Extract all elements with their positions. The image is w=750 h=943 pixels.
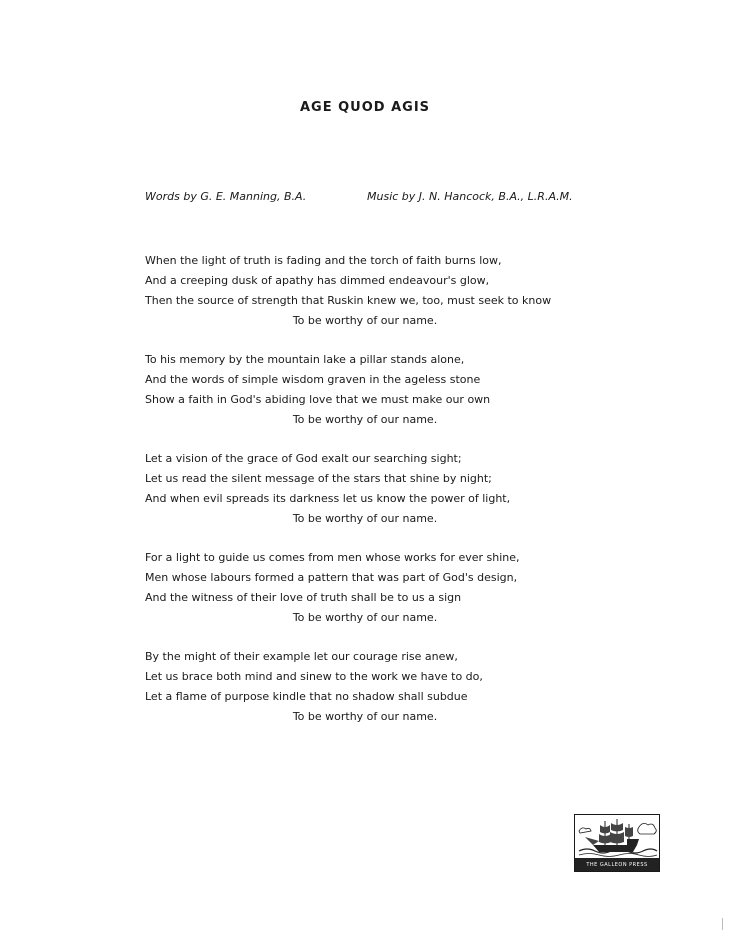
refrain-line: To be worthy of our name. bbox=[292, 611, 438, 624]
printer-mark-text: THE GALLEON PRESS bbox=[586, 862, 648, 868]
stanza bbox=[145, 647, 585, 727]
verse-line: Then the source of strength that Ruskin knew we, too, must seek to know bbox=[145, 294, 552, 307]
stanza bbox=[145, 548, 585, 628]
refrain-line: To be worthy of our name. bbox=[292, 512, 438, 525]
verse-line: And when evil spreads its darkness let us know the power of light, bbox=[145, 492, 511, 505]
stanza bbox=[145, 251, 585, 331]
printer-mark bbox=[574, 814, 660, 872]
poem bbox=[145, 251, 585, 746]
refrain-line: To be worthy of our name. bbox=[292, 710, 438, 723]
song-title: AGE QUOD AGIS bbox=[299, 100, 431, 115]
verse-line: Let us brace both mind and sinew to the work we have to do, bbox=[145, 670, 483, 683]
lyricist-credit: Words by G. E. Manning, B.A. bbox=[145, 190, 307, 203]
verse-line: Men whose labours formed a pattern that was part of God's design, bbox=[145, 571, 518, 584]
verse-line: And the words of simple wisdom graven in the ageless stone bbox=[145, 373, 481, 386]
verse-line: By the might of their example let our courage rise anew, bbox=[145, 650, 458, 663]
verse-line: Show a faith in God's abiding love that we must make our own bbox=[145, 393, 491, 406]
galleon-ship-icon bbox=[575, 815, 659, 871]
refrain-line: To be worthy of our name. bbox=[292, 314, 438, 327]
verse-line: Let us read the silent message of the stars that shine by night; bbox=[145, 472, 492, 485]
verse-line: Let a vision of the grace of God exalt our searching sight; bbox=[145, 452, 462, 465]
composer-credit: Music by J. N. Hancock, B.A., L.R.A.M. bbox=[367, 190, 573, 203]
verse-line: And the witness of their love of truth shall be to us a sign bbox=[145, 591, 462, 604]
verse-line: When the light of truth is fading and the torch of faith burns low, bbox=[145, 254, 502, 267]
verse-line: To his memory by the mountain lake a pillar stands alone, bbox=[145, 353, 465, 366]
verse-line: For a light to guide us comes from men whose works for ever shine, bbox=[145, 551, 520, 564]
stanza bbox=[145, 350, 585, 430]
verse-line: And a creeping dusk of apathy has dimmed endeavour's glow, bbox=[145, 274, 490, 287]
refrain-line: To be worthy of our name. bbox=[292, 413, 438, 426]
edge-mark bbox=[722, 918, 723, 930]
verse-line: Let a flame of purpose kindle that no shadow shall subdue bbox=[145, 690, 468, 703]
stanza bbox=[145, 449, 585, 529]
